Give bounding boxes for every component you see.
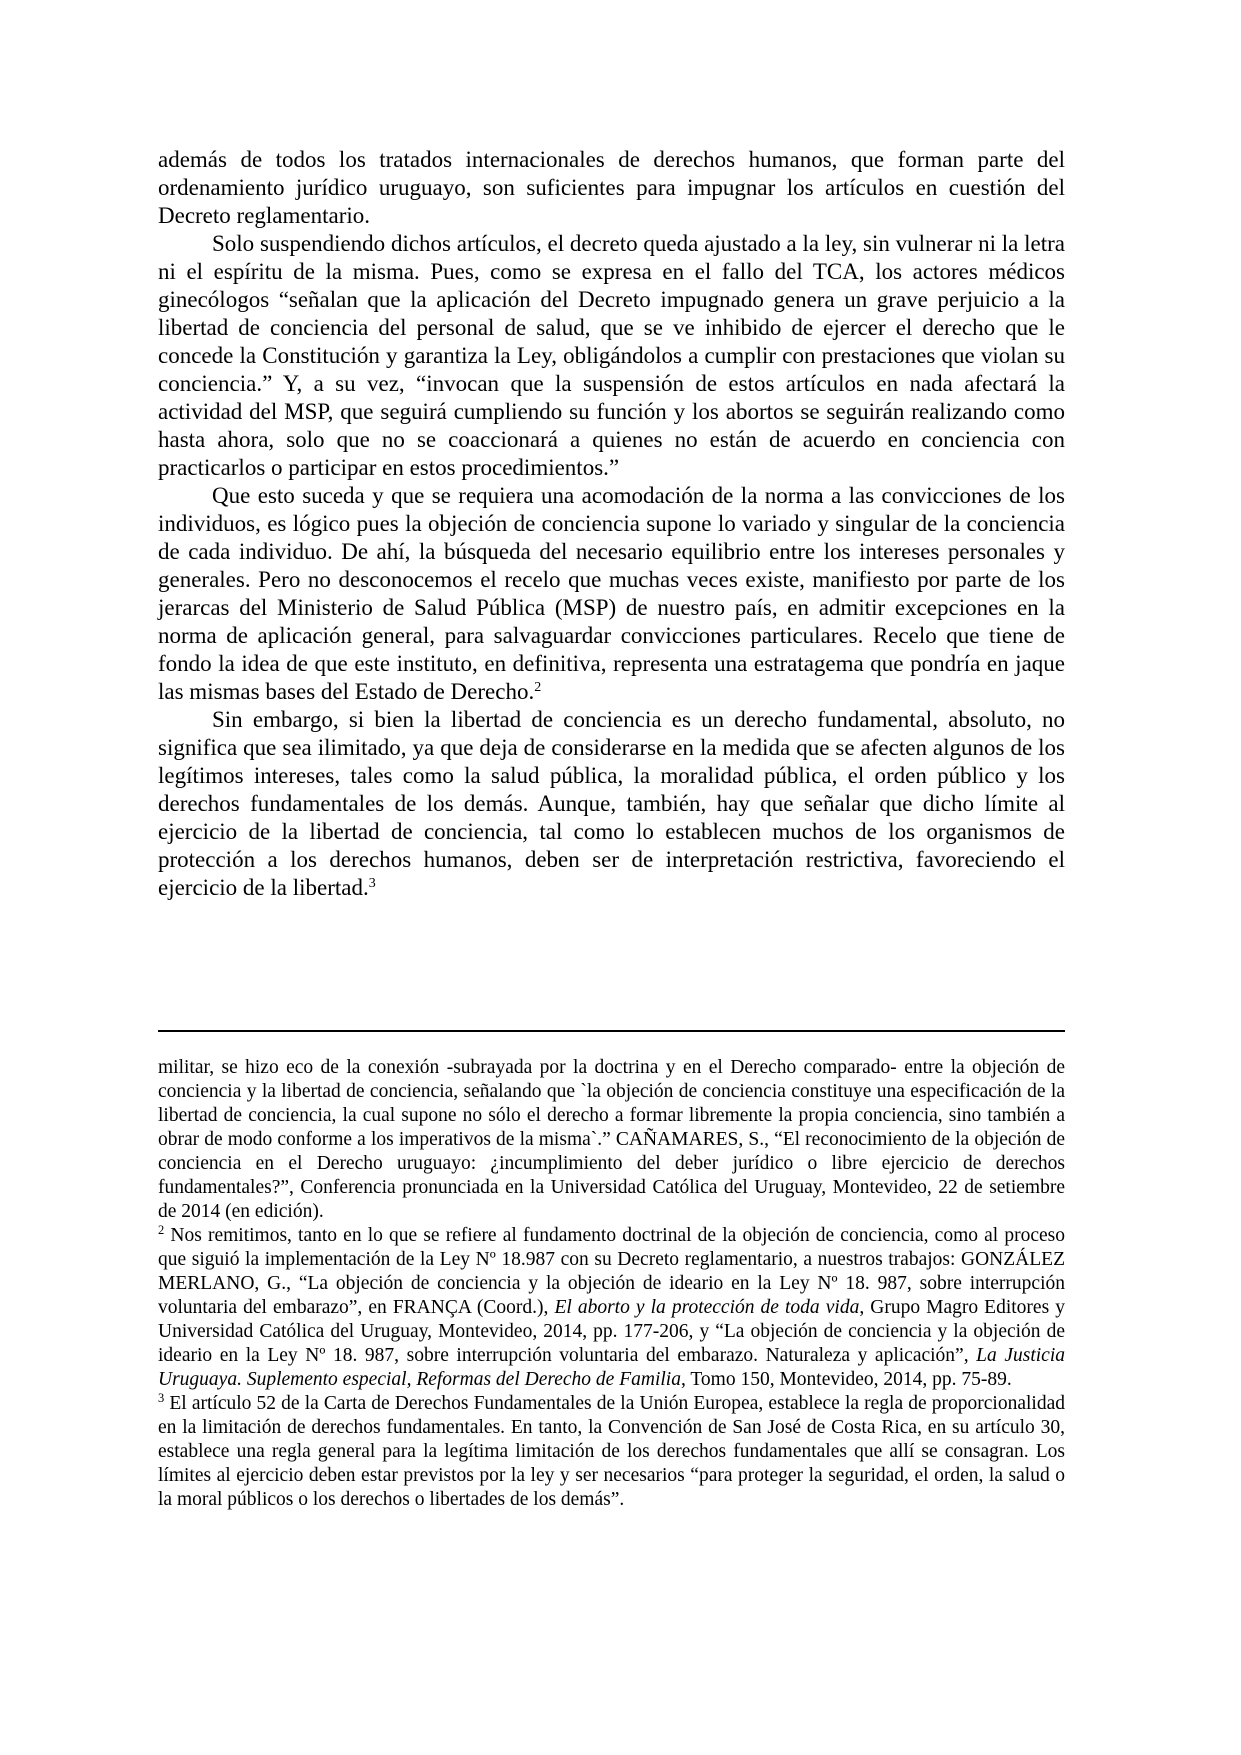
- footnote-2: [158, 1224, 1065, 1392]
- paragraph-text: además de todos los tratados internacionales de derechos humanos, que forman parte del ordenamiento jurídico uruguayo, son suficientes para impugnar los artículos en cuestión del Decreto reglamentario.: [158, 147, 1065, 228]
- main-text-block: [158, 146, 1065, 902]
- footnote-text-italic: El aborto y la protección de toda vida: [554, 1297, 860, 1318]
- footnote-text: El artículo 52 de la Carta de Derechos Fundamentales de la Unión Europea, establece la regla de proporcionalidad en la limitación de derechos fundamentales. En tanto, la Convención de San José de Costa Rica, en su artículo 30, establece una regla general para la legítima limitación de los derechos fundamentales que allí se consagran. Los límites al ejercicio deben estar previstos por la ley y ser necesarios “para proteger la seguridad, el orden, la salud o la moral públicos o los derechos o libertades de los demás”.: [158, 1393, 1065, 1510]
- footnotes-block: [158, 1056, 1065, 1512]
- paragraph: [158, 482, 1065, 706]
- paragraph-text: Sin embargo, si bien la libertad de conciencia es un derecho fundamental, absoluto, no significa que sea ilimitado, ya que deja de considerarse en la medida que se afecten algunos de los legítimos intereses, tales como la salud pública, la moralidad pública, el orden público y los derechos fundamentales de los demás. Aunque, también, hay que señalar que dicho límite al ejercicio de la libertad de conciencia, tal como lo establecen muchos de los organismos de protección a los derechos humanos, deben ser de interpretación restrictiva, favoreciendo el ejercicio de la libertad.: [158, 707, 1065, 900]
- paragraph-text: Que esto suceda y que se requiera una acomodación de la norma a las convicciones de los individuos, es lógico pues la objeción de conciencia supone lo variado y singular de la conciencia de cada individuo. De ahí, la búsqueda del necesario equilibrio entre los intereses personales y generales. Pero no desconocemos el recelo que muchas veces existe, manifiesto por parte de los jerarcas del Ministerio de Salud Pública (MSP) de nuestro país, en admitir excepciones en la norma de aplicación general, para salvaguardar convicciones particulares. Recelo que tiene de fondo la idea de que este instituto, en definitiva, representa una estratagema que pondría en jaque las mismas bases del Estado de Derecho.: [158, 483, 1065, 704]
- paragraph: [158, 706, 1065, 902]
- footnote-3: [158, 1392, 1065, 1512]
- footnote-marker-3: 3: [158, 1391, 165, 1405]
- footnote-text-italic: La Justicia Uruguaya. Suplemento especial, Reformas del Derecho de Familia: [158, 1345, 1065, 1390]
- footnote-reference-2: 2: [534, 680, 542, 695]
- footnote-text: Nos remitimos, tanto en lo que se refiere al fundamento doctrinal de la objeción de conciencia, como al proceso que siguió la implementación de la Ley Nº 18.987 con su Decreto reglamentario, a nuestros trabajos: GONZÁLEZ MERLANO, G., “La objeción de conciencia y la objeción de ideario en la Ley Nº 18. 987, sobre interrupción voluntaria del embarazo”, en FRANÇA (Coord.),: [158, 1225, 1065, 1318]
- footnote-reference-3: 3: [368, 876, 376, 891]
- paragraph: [158, 230, 1065, 482]
- footnote-text: militar, se hizo eco de la conexión -subrayada por la doctrina y en el Derecho comparado- entre la objeción de conciencia y la libertad de conciencia, señalando que `la objeción de conciencia constituye una especificación de la libertad de conciencia, la cual supone no sólo el derecho a formar libremente la propia conciencia, sino también a obrar de modo conforme a los imperativos de la misma`.” CAÑAMARES, S., “El reconocimiento de la objeción de conciencia en el Derecho uruguayo: ¿incumplimiento del deber jurídico o libre ejercicio de derechos fundamentales?”, Conferencia pronunciada en la Universidad Católica del Uruguay, Montevideo, 22 de setiembre de 2014 (en edición).: [158, 1057, 1065, 1222]
- paragraph-text: Solo suspendiendo dichos artículos, el decreto queda ajustado a la ley, sin vulnerar ni la letra ni el espíritu de la misma. Pues, como se expresa en el fallo del TCA, los actores médicos ginecólogos “señalan que la aplicación del Decreto impugnado genera un grave perjuicio a la libertad de conciencia del personal de salud, que se ve inhibido de ejercer el derecho que le concede la Constitución y garantiza la Ley, obligándolos a cumplir con prestaciones que violan su conciencia.” Y, a su vez, “invocan que la suspensión de estos artículos en nada afectará la actividad del MSP, que seguirá cumpliendo su función y los abortos se seguirán realizando como hasta ahora, solo que no se coaccionará a quienes no están de acuerdo en conciencia con practicarlos o participar en estos procedimientos.”: [158, 231, 1065, 480]
- footnote-text: , Grupo Magro Editores y Universidad Católica del Uruguay, Montevideo, 2014, pp. 177-206, y “La objeción de conciencia y la objeción de ideario en la Ley Nº 18. 987, sobre interrupción voluntaria del embarazo. Naturaleza y aplicación”,: [158, 1297, 1065, 1366]
- paragraph-continuation: [158, 146, 1065, 230]
- footnote-text: , Tomo 150, Montevideo, 2014, pp. 75-89.: [680, 1369, 1012, 1390]
- footnote-marker-2: 2: [158, 1223, 165, 1237]
- footnote-1-continuation: [158, 1056, 1065, 1224]
- footnote-separator-rule: [158, 1030, 1065, 1032]
